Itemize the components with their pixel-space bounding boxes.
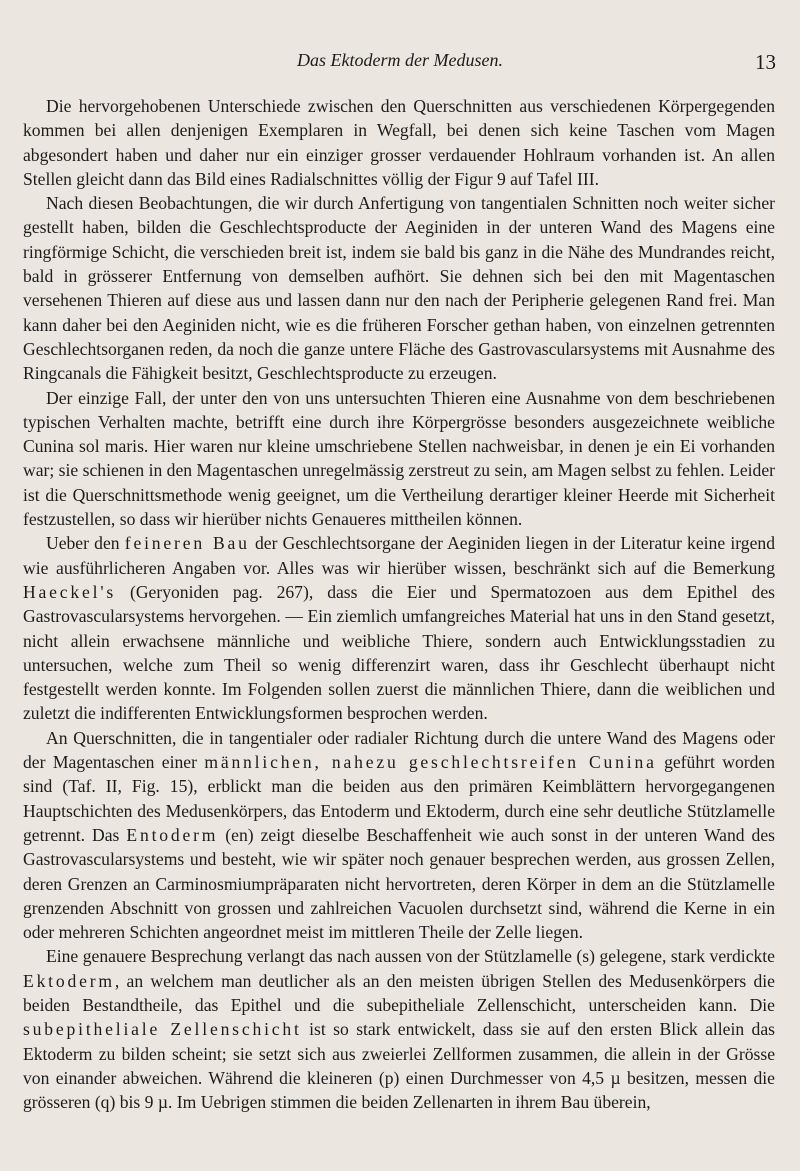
spaced-emphasis: männlichen, nahezu geschlechtsreifen Cunina [204,752,657,773]
spaced-emphasis: Ektoderm [23,970,115,991]
paragraph-text: An Querschnitten, die in tangentialer oder radialer Richtung durch die untere Wand des Magens oder der Magentaschen einer [23,727,775,773]
paragraph-4 [23,531,775,725]
paragraph-6 [23,944,775,1114]
paragraph-text: geführt worden sind (Taf. II, Fig. 15), erblickt man die beiden aus den primären Keimblättern hervorgegangenen Hauptschichten des Medusenkörpers, das Entoderm und Ektoderm, durch eine sehr deutliche Stützlamelle getrennt. Das [23,752,776,845]
paragraph-2 [23,191,775,385]
paragraph-text: Die hervorgehobenen Unterschiede zwischen den Querschnitten aus verschiedenen Körpergegenden kommen bei allen denjenigen Exemplaren in Wegfall, bei denen sich keine Taschen vom Magen abgesondert haben und daher nur ein einziger grosser verdauender Hohlraum vorhanden ist. An allen Stellen gleicht dann das Bild eines Radialschnittes völlig der Figur 9 auf Tafel III. [23,96,775,189]
paragraph-1 [23,94,775,191]
paragraph-3 [23,386,775,532]
running-head [0,50,800,80]
paragraph-5 [23,726,775,945]
paragraph-text: Eine genauere Besprechung verlangt das nach aussen von der Stützlamelle (s) gelegene, stark verdickte [46,946,775,967]
body-text [23,94,775,1114]
running-title: Das Ektoderm der Medusen. [297,50,503,70]
paragraph-text: Nach diesen Beobachtungen, die wir durch Anfertigung von tangentialen Schnitten noch weiter sicher gestellt haben, bilden die Geschlechtsproducte der Aeginiden in der unteren Wand des Magens eine ringförmige Schicht, die verschieden breit ist, indem sie bald bis ganz in die Nähe des Mundrandes reicht, bald in grösserer Entfernung von demselben aufhört. Sie dehnen sich bei den mit Magentaschen versehenen Thieren auf diese aus und lassen dann nur den nach der Peripherie gelegenen Rand frei. Man kann daher bei den Aeginiden nicht, wie es die früheren Forscher gethan haben, von einzelnen getrennten Geschlechtsorganen reden, da noch die ganze untere Fläche des Gastrovascularsystems mit Ausnahme des Ringcanals die Fähigkeit besitzt, Geschlechtsproducte zu erzeugen. [23,193,775,384]
paragraph-text: , an welchem man deutlicher als an den meisten übrigen Stellen des Medusenkörpers die beiden Bestandtheile, das Epithel und die subepitheliale Zellenschicht, unterscheiden kann. Die [23,970,775,1015]
spaced-emphasis: subepitheliale Zellenschicht [23,1019,302,1040]
paragraph-text: (en) zeigt dieselbe Beschaffenheit wie auch sonst in der unteren Wand des Gastrovascularsystems und besteht, wie wir später noch genauer besprechen werden, aus grossen Zellen, deren Grenzen an Carminosmiumpräparaten nicht hervortreten, deren Körper in dem an die Stützlamelle grenzenden Abschnitt von grossen und zahlreichen Vacuolen durchsetzt sind, während die Kerne in ein oder mehreren Schichten angeordnet meist im mittleren Theile der Zelle liegen. [23,824,775,943]
spaced-emphasis: feineren Bau [124,533,250,554]
paragraph-text: (Geryoniden pag. 267), dass die Eier und Spermatozoen aus dem Epithel des Gastrovascularsystems hervorgehen. — Ein ziemlich umfangreiches Material hat uns in den Stand gesetzt, nicht allein erwachsene männliche und weibliche Thiere, sondern auch Entwicklungsstadien zu untersuchen, welche zum Theil so wenig differenzirt waren, dass ihr Geschlecht überhaupt nicht festgestellt werden konnte. Im Folgenden sollen zuerst die männlichen Thiere, dann die weiblichen und zuletzt die indifferenten Entwicklungsformen besprochen werden. [23,581,775,724]
paragraph-text: ist so stark entwickelt, dass sie auf den ersten Blick allein das Ektoderm zu bilden scheint; sie setzt sich aus zweierlei Zellformen zusammen, die allein in der Grösse von einander abweichen. Während die kleineren (p) einen Durchmesser von 4,5 µ besitzen, messen die grösseren (q) bis 9 µ. Im Uebrigen stimmen die beiden Zellenarten in ihrem Bau überein, [23,1019,775,1113]
page-number: 13 [755,50,776,74]
spaced-emphasis: Entoderm [126,824,219,845]
author-name-spaced: Haeckel's [23,581,116,602]
paragraph-text: Ueber den [46,533,125,554]
paragraph-text: der Geschlechtsorgane der Aeginiden liegen in der Literatur keine irgend wie ausführlicheren Angaben vor. Alles was wir hierüber wissen, beschränkt sich auf die Bemerkung [23,533,775,578]
paragraph-text: Der einzige Fall, der unter den von uns untersuchten Thieren eine Ausnahme von dem beschriebenen typischen Verhalten machte, betrifft eine durch ihre Körpergrösse besonders ausgezeichnete weibliche Cunina sol maris. Hier waren nur kleine umschriebene Stellen nachweisbar, in denen je ein Ei vorhanden war; sie schienen in den Magentaschen unregelmässig zerstreut zu sein, am Magen selbst zu fehlen. Leider ist die Querschnittsmethode wenig geeignet, um die Vertheilung derartiger kleiner Heerde mit Sicherheit festzustellen, so dass wir hierüber nichts Genaueres mittheilen können. [23,387,775,530]
